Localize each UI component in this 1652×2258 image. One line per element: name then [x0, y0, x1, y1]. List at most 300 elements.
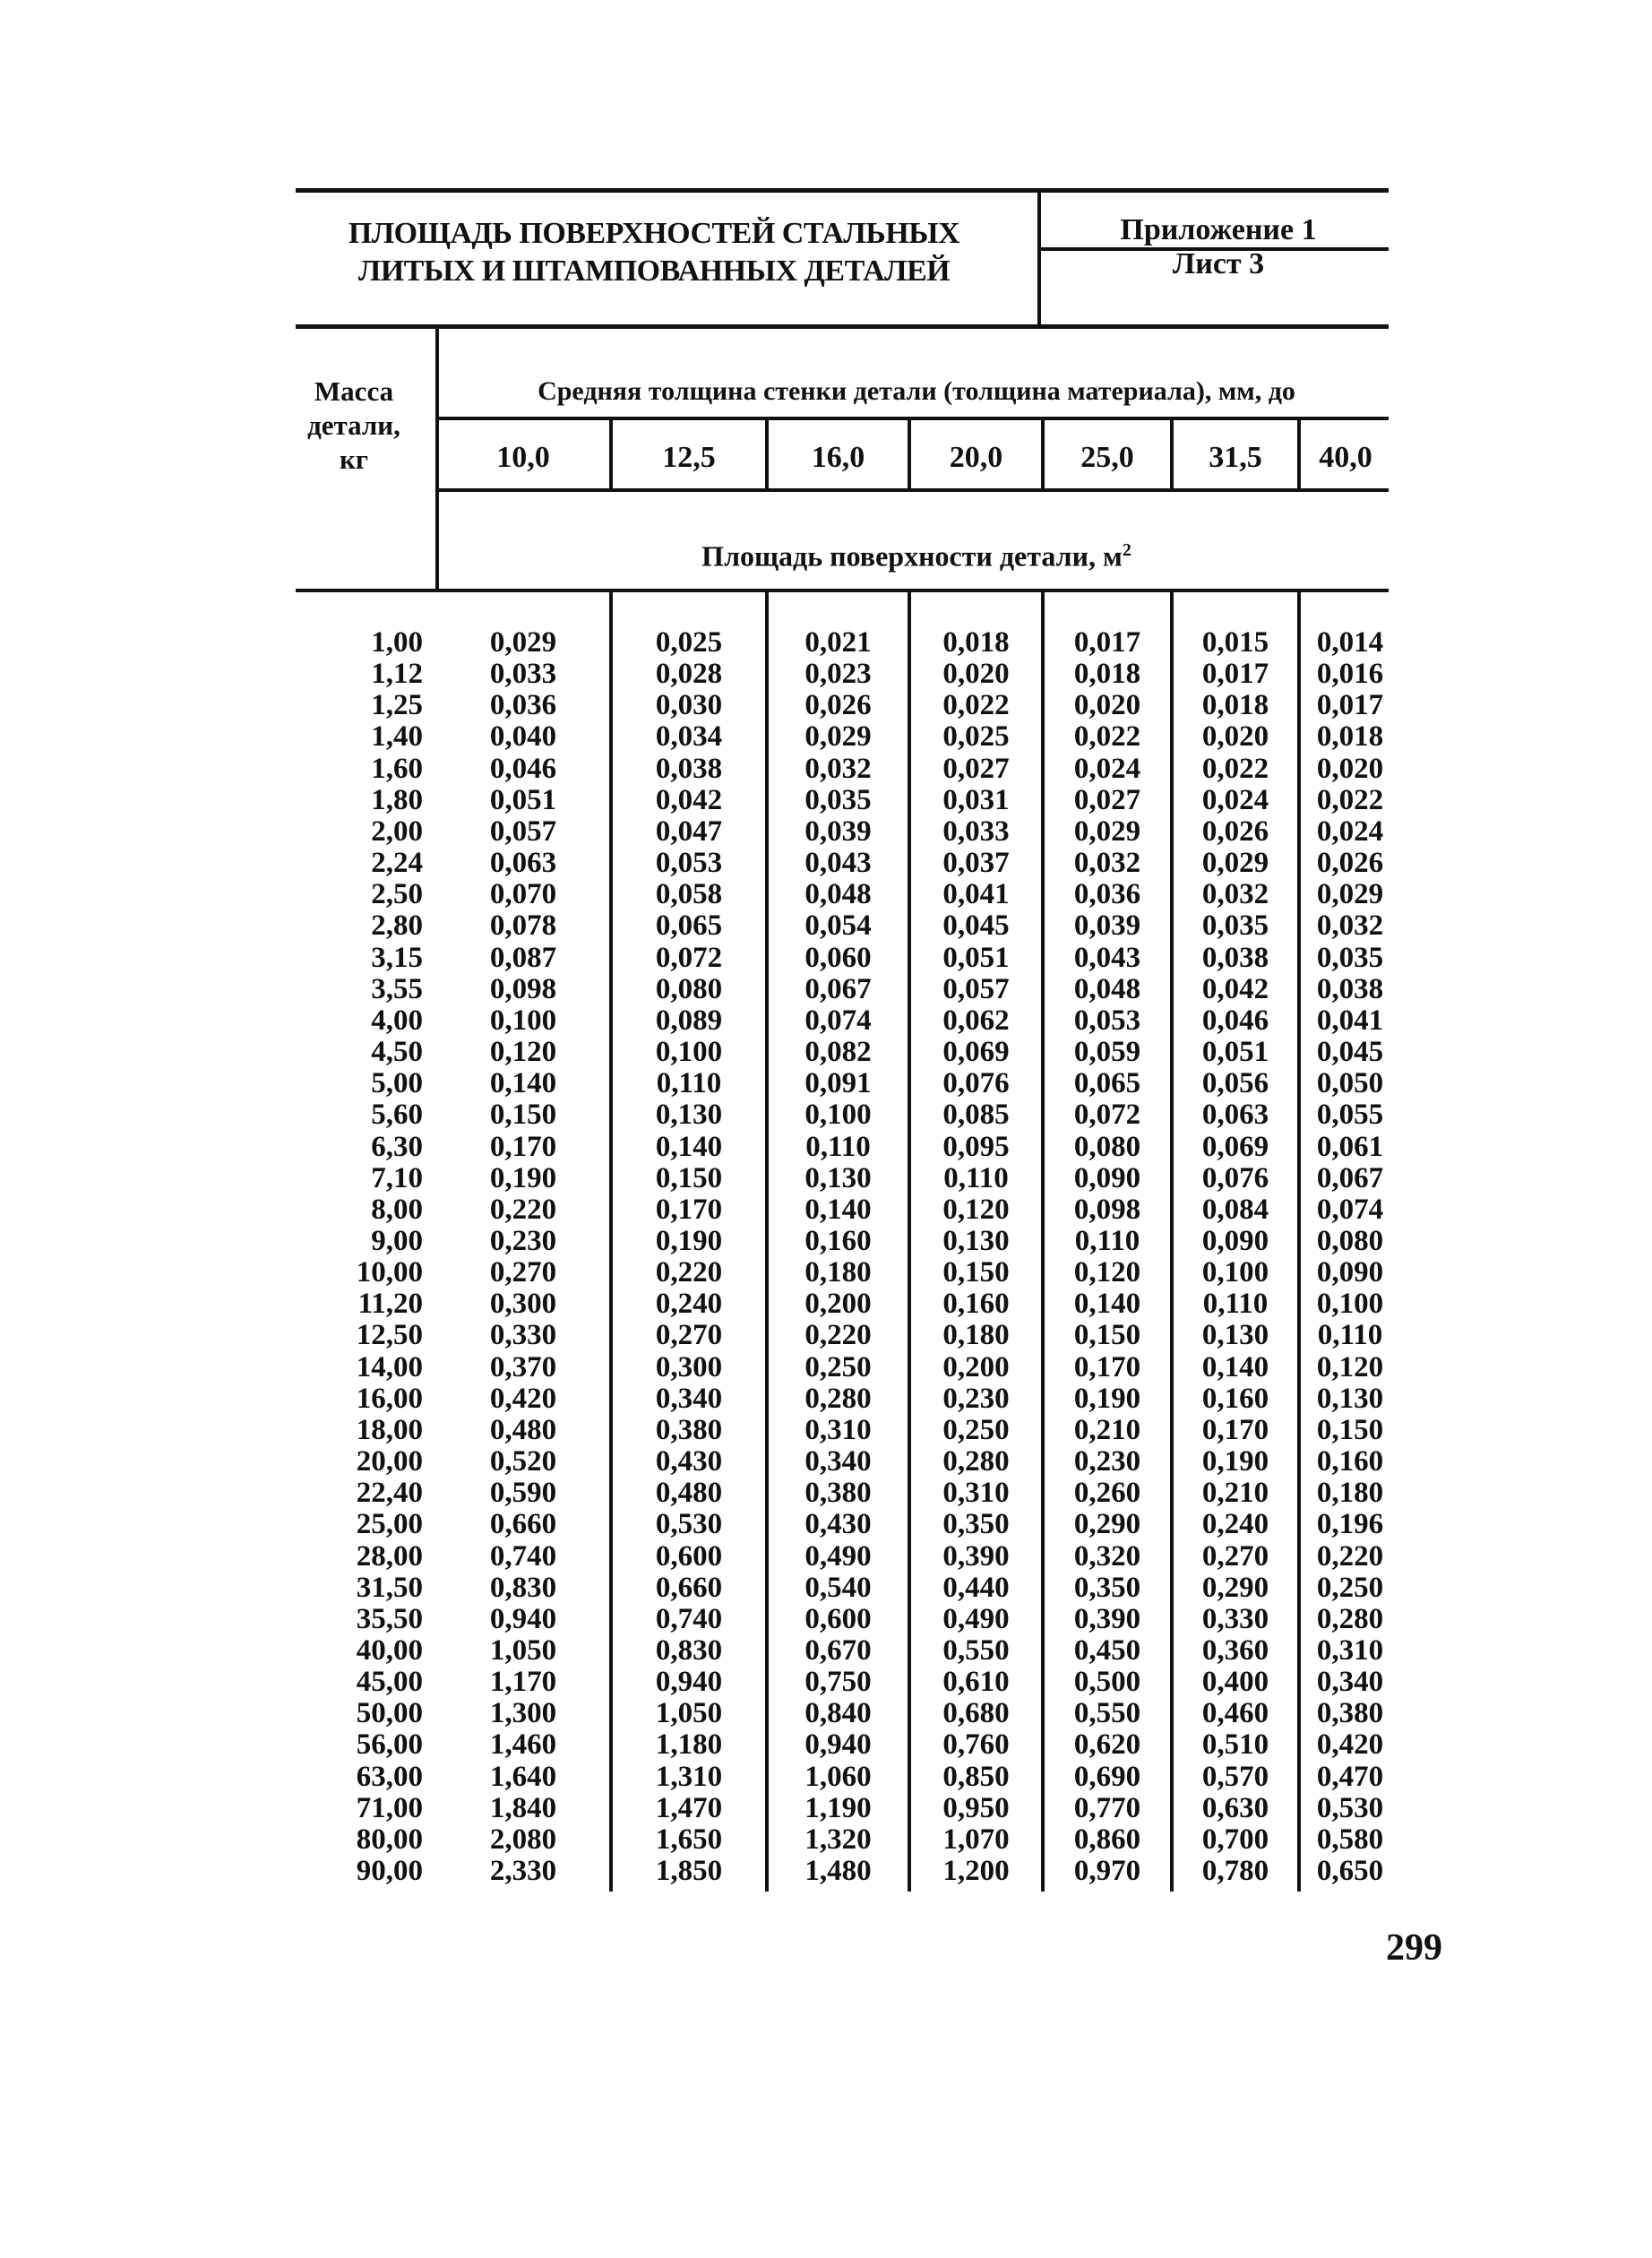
- area-cell: 0,530: [655, 1508, 723, 1541]
- area-cell: 0,170: [655, 1193, 723, 1226]
- mass-cell: 50,00: [356, 1697, 423, 1730]
- area-cell: 0,190: [1073, 1382, 1141, 1415]
- area-cell: 1,480: [804, 1855, 872, 1888]
- area-cell: 0,310: [942, 1477, 1010, 1510]
- area-cell: 0,250: [804, 1350, 872, 1383]
- mass-cell: 1,25: [371, 689, 423, 722]
- area-cell: 0,025: [655, 626, 723, 659]
- area-cell: 0,029: [1316, 878, 1384, 911]
- area-cell: 0,020: [1201, 720, 1269, 754]
- area-cell: 0,032: [1316, 909, 1384, 943]
- title-line-1: ПЛОЩАДЬ ПОВЕРХНОСТЕЙ СТАЛЬНЫХ: [348, 217, 960, 250]
- mass-header-line-2: детали,: [307, 409, 400, 441]
- mass-cell: 7,10: [371, 1161, 423, 1194]
- area-cell: 0,180: [1316, 1477, 1384, 1510]
- area-column-10: [437, 627, 609, 1887]
- mass-cell: 80,00: [356, 1823, 423, 1856]
- area-cell: 0,280: [1316, 1602, 1384, 1635]
- area-cell: 0,340: [1316, 1666, 1384, 1699]
- area-cell: 0,190: [1201, 1445, 1269, 1478]
- area-cell: 0,090: [1201, 1224, 1269, 1257]
- area-cell: 0,140: [489, 1067, 557, 1100]
- area-cell: 0,150: [942, 1256, 1010, 1289]
- area-cell: 0,032: [804, 752, 872, 785]
- area-cell: 0,480: [489, 1413, 557, 1446]
- area-cell: 0,018: [1073, 658, 1141, 691]
- mass-cell: 90,00: [356, 1855, 423, 1888]
- area-cell: 0,024: [1316, 814, 1384, 848]
- mass-cell: 1,40: [371, 720, 423, 754]
- area-cell: 0,045: [942, 909, 1010, 943]
- header-bottom-rule: [296, 324, 1389, 329]
- area-cell: 0,220: [655, 1256, 723, 1289]
- area-cell: 0,067: [1316, 1161, 1384, 1194]
- area-cell: 0,670: [804, 1634, 872, 1667]
- area-cell: 0,018: [942, 626, 1010, 659]
- area-cell: 0,400: [1201, 1666, 1269, 1699]
- area-header-text: Площадь поверхности детали, м: [701, 539, 1123, 573]
- header-divider: [1037, 192, 1041, 326]
- area-cell: 2,080: [489, 1823, 557, 1856]
- area-cell: 0,540: [804, 1571, 872, 1604]
- area-cell: 0,061: [1316, 1130, 1384, 1163]
- mass-cell: 8,00: [371, 1193, 423, 1226]
- area-cell: 0,860: [1073, 1823, 1141, 1856]
- mass-cell: 1,00: [371, 626, 423, 659]
- area-cell: 0,080: [1073, 1130, 1141, 1163]
- area-cell: 0,140: [804, 1193, 872, 1226]
- area-cell: 0,510: [1201, 1728, 1269, 1762]
- area-cell: 0,028: [655, 658, 723, 691]
- title-line-2: ЛИТЫХ И ШТАМПОВАННЫХ ДЕТАЛЕЙ: [357, 254, 951, 288]
- area-cell: 0,310: [1316, 1634, 1384, 1667]
- area-cell: 0,260: [1073, 1477, 1141, 1510]
- area-cell: 0,015: [1201, 626, 1269, 659]
- area-cell: 0,210: [1201, 1477, 1269, 1510]
- mass-cell: 63,00: [356, 1760, 423, 1793]
- area-cell: 0,029: [804, 720, 872, 754]
- area-cell: 0,440: [942, 1571, 1010, 1604]
- area-cell: 0,160: [942, 1288, 1010, 1321]
- area-cell: 0,360: [1201, 1634, 1269, 1667]
- mass-cell: 71,00: [356, 1791, 423, 1824]
- area-cell: 1,060: [804, 1760, 872, 1793]
- area-cell: 0,200: [942, 1350, 1010, 1383]
- area-cell: 0,170: [489, 1130, 557, 1163]
- area-cell: 0,020: [942, 658, 1010, 691]
- area-cell: 0,039: [804, 814, 872, 848]
- area-cell: 0,110: [656, 1067, 722, 1100]
- mass-cell: 9,00: [371, 1224, 423, 1257]
- area-cell: 0,190: [655, 1224, 723, 1257]
- area-cell: 0,130: [942, 1224, 1010, 1257]
- area-cell: 1,200: [942, 1855, 1010, 1888]
- area-cell: 0,022: [1201, 752, 1269, 785]
- mass-cell: 4,00: [371, 1004, 423, 1037]
- area-cell: 0,150: [489, 1099, 557, 1132]
- area-cell: 0,110: [943, 1161, 1009, 1194]
- area-column-25: [1045, 627, 1170, 1887]
- area-cell: 0,140: [1073, 1288, 1141, 1321]
- area-cell: 0,600: [804, 1602, 872, 1635]
- area-cell: 0,180: [942, 1319, 1010, 1352]
- area-cell: 0,048: [1073, 972, 1141, 1005]
- area-cell: 0,120: [489, 1036, 557, 1069]
- area-cell: 0,030: [655, 689, 723, 722]
- area-cell: 0,230: [489, 1224, 557, 1257]
- area-cell: 1,300: [489, 1697, 557, 1730]
- area-cell: 0,067: [804, 972, 872, 1005]
- mass-cell: 5,00: [371, 1067, 423, 1100]
- area-cell: 0,038: [1316, 972, 1384, 1005]
- area-cell: 0,091: [804, 1067, 872, 1100]
- area-cell: 0,045: [1316, 1036, 1384, 1069]
- mass-cell: 2,00: [371, 814, 423, 848]
- mass-cell: 1,60: [371, 752, 423, 785]
- area-cell: 0,530: [1316, 1791, 1384, 1824]
- area-cell: 0,470: [1316, 1760, 1384, 1793]
- area-cell: 1,310: [655, 1760, 723, 1793]
- column-divider: [609, 418, 613, 490]
- area-cell: 0,490: [804, 1539, 872, 1573]
- area-cell: 0,170: [1073, 1350, 1141, 1383]
- mass-cell: 45,00: [356, 1666, 423, 1699]
- area-cell: 0,100: [1316, 1288, 1384, 1321]
- mass-cell: 25,00: [356, 1508, 423, 1541]
- area-cell: 0,032: [1073, 847, 1141, 880]
- area-cell: 0,039: [1073, 909, 1141, 943]
- area-cell: 0,480: [655, 1477, 723, 1510]
- area-cell: 0,069: [942, 1036, 1010, 1069]
- area-cell: 0,034: [655, 720, 723, 754]
- area-cell: 0,196: [1316, 1508, 1384, 1541]
- mass-cell: 1,80: [371, 783, 423, 816]
- mass-cell: 2,50: [371, 878, 423, 911]
- area-cell: 0,085: [942, 1099, 1010, 1132]
- area-cell: 0,065: [1073, 1067, 1141, 1100]
- area-cell: 0,063: [1201, 1099, 1269, 1132]
- area-column-40: [1301, 627, 1399, 1887]
- area-cell: 0,074: [804, 1004, 872, 1037]
- area-cell: 0,550: [942, 1634, 1010, 1667]
- area-cell: 0,087: [489, 941, 557, 974]
- area-cell: 0,059: [1073, 1036, 1141, 1069]
- area-cell: 0,130: [1201, 1319, 1269, 1352]
- area-cell: 0,063: [489, 847, 557, 880]
- column-divider: [1297, 418, 1301, 490]
- document-title: [296, 215, 1012, 290]
- area-cell: 0,036: [489, 689, 557, 722]
- header-top-rule: [296, 188, 1389, 193]
- thickness-value: 20,0: [949, 441, 1003, 474]
- area-cell: 0,016: [1316, 658, 1384, 691]
- area-cell: 0,490: [942, 1602, 1010, 1635]
- area-cell: 0,072: [655, 941, 723, 974]
- area-cell: 0,018: [1201, 689, 1269, 722]
- area-cell: 0,250: [1316, 1571, 1384, 1604]
- area-cell: 0,026: [804, 689, 872, 722]
- area-cell: 0,210: [1073, 1413, 1141, 1446]
- area-cell: 0,840: [804, 1697, 872, 1730]
- area-cell: 0,170: [1201, 1413, 1269, 1446]
- area-cell: 0,076: [942, 1067, 1010, 1100]
- area-cell: 0,051: [1201, 1036, 1269, 1069]
- area-cell: 0,780: [1201, 1855, 1269, 1888]
- area-cell: 0,660: [489, 1508, 557, 1541]
- area-cell: 0,620: [1073, 1728, 1141, 1762]
- area-cell: 0,051: [489, 783, 557, 816]
- area-cell: 0,022: [942, 689, 1010, 722]
- area-cell: 0,340: [804, 1445, 872, 1478]
- area-cell: 0,190: [489, 1161, 557, 1194]
- area-cell: 0,076: [1201, 1161, 1269, 1194]
- thickness-value: 40,0: [1319, 441, 1372, 474]
- area-column-16: [769, 627, 908, 1887]
- area-cell: 0,280: [804, 1382, 872, 1415]
- area-cell: 0,053: [655, 847, 723, 880]
- area-cell: 0,024: [1201, 783, 1269, 816]
- area-cell: 0,300: [489, 1288, 557, 1321]
- area-cell: 0,610: [942, 1666, 1010, 1699]
- area-cell: 0,031: [942, 783, 1010, 816]
- area-cell: 0,600: [655, 1539, 723, 1573]
- area-cell: 1,650: [655, 1823, 723, 1856]
- area-cell: 0,330: [489, 1319, 557, 1352]
- area-cell: 0,370: [489, 1350, 557, 1383]
- area-cell: 0,550: [1073, 1697, 1141, 1730]
- area-cell: 0,069: [1201, 1130, 1269, 1163]
- thickness-value: 12,5: [662, 441, 716, 474]
- area-cell: 0,017: [1316, 689, 1384, 722]
- area-cell: 0,036: [1073, 878, 1141, 911]
- area-cell: 0,029: [489, 626, 557, 659]
- area-cell: 0,760: [942, 1728, 1010, 1762]
- area-column-12-5: [613, 627, 765, 1887]
- mass-cell: 28,00: [356, 1539, 423, 1573]
- area-cell: 0,082: [804, 1036, 872, 1069]
- area-cell: 0,060: [804, 941, 872, 974]
- area-cell: 0,020: [1073, 689, 1141, 722]
- area-cell: 0,038: [655, 752, 723, 785]
- area-cell: 0,160: [1316, 1445, 1384, 1478]
- area-cell: 0,270: [655, 1319, 723, 1352]
- area-cell: 0,098: [1073, 1193, 1141, 1226]
- area-cell: 0,041: [942, 878, 1010, 911]
- area-cell: 0,200: [804, 1288, 872, 1321]
- area-cell: 0,035: [804, 783, 872, 816]
- area-cell: 0,043: [1073, 941, 1141, 974]
- area-cell: 0,430: [655, 1445, 723, 1478]
- area-cell: 0,054: [804, 909, 872, 943]
- area-cell: 0,180: [804, 1256, 872, 1289]
- area-cell: 0,050: [1316, 1067, 1384, 1100]
- area-cell: 0,230: [1073, 1445, 1141, 1478]
- area-cell: 0,690: [1073, 1760, 1141, 1793]
- thickness-value: 25,0: [1080, 441, 1134, 474]
- area-cell: 0,450: [1073, 1634, 1141, 1667]
- area-cell: 0,150: [1316, 1413, 1384, 1446]
- area-cell: 0,970: [1073, 1855, 1141, 1888]
- area-cell: 0,220: [1316, 1539, 1384, 1573]
- area-cell: 0,100: [1201, 1256, 1269, 1289]
- area-cell: 0,110: [805, 1130, 871, 1163]
- area-cell: 0,037: [942, 847, 1010, 880]
- mass-cell: 20,00: [356, 1445, 423, 1478]
- area-cell: 0,150: [1073, 1319, 1141, 1352]
- area-cell: 0,070: [489, 878, 557, 911]
- area-cell: 0,057: [942, 972, 1010, 1005]
- area-cell: 1,640: [489, 1760, 557, 1793]
- area-cell: 0,026: [1316, 847, 1384, 880]
- area-cell: 0,340: [655, 1382, 723, 1415]
- area-cell: 0,570: [1201, 1760, 1269, 1793]
- area-cell: 0,098: [489, 972, 557, 1005]
- area-cell: 0,080: [1316, 1224, 1384, 1257]
- area-cell: 0,024: [1073, 752, 1141, 785]
- area-cell: 0,390: [942, 1539, 1010, 1573]
- mass-cell: 1,12: [371, 658, 423, 691]
- area-cell: 0,014: [1316, 626, 1384, 659]
- area-cell: 0,055: [1316, 1099, 1384, 1132]
- area-cell: 0,017: [1201, 658, 1269, 691]
- area-cell: 0,520: [489, 1445, 557, 1478]
- area-cell: 0,062: [942, 1004, 1010, 1037]
- mass-cell: 40,00: [356, 1634, 423, 1667]
- column-divider: [908, 418, 911, 490]
- area-cell: 0,250: [942, 1413, 1010, 1446]
- area-cell: 0,065: [655, 909, 723, 943]
- area-cell: 0,027: [1073, 783, 1141, 816]
- area-cell: 1,840: [489, 1791, 557, 1824]
- page-number: 299: [1386, 1927, 1442, 1969]
- area-cell: 1,850: [655, 1855, 723, 1888]
- mass-column-header: [287, 375, 421, 477]
- thickness-value: 16,0: [811, 441, 865, 474]
- area-cell: 0,280: [942, 1445, 1010, 1478]
- area-cell: 0,042: [655, 783, 723, 816]
- mass-cell: 31,50: [356, 1571, 423, 1604]
- thickness-value: 31,5: [1209, 441, 1262, 474]
- area-cell: 0,029: [1201, 847, 1269, 880]
- area-cell: 0,740: [655, 1602, 723, 1635]
- area-cell: 0,078: [489, 909, 557, 943]
- area-cell: 0,074: [1316, 1193, 1384, 1226]
- area-cell: 0,110: [1074, 1224, 1140, 1257]
- area-cell: 0,026: [1201, 814, 1269, 848]
- mass-cell: 18,00: [356, 1413, 423, 1446]
- area-cell: 0,140: [655, 1130, 723, 1163]
- thickness-values-rule: [437, 488, 1389, 492]
- area-cell: 0,380: [804, 1477, 872, 1510]
- area-cell: 0,830: [655, 1634, 723, 1667]
- area-cell: 1,460: [489, 1728, 557, 1762]
- area-cell: 0,100: [804, 1099, 872, 1132]
- column-divider: [1170, 418, 1174, 490]
- area-cell: 0,290: [1201, 1571, 1269, 1604]
- area-cell: 0,033: [489, 658, 557, 691]
- area-cell: 0,220: [804, 1319, 872, 1352]
- area-cell: 0,850: [942, 1760, 1010, 1793]
- area-cell: 0,940: [804, 1728, 872, 1762]
- sheet-label: Лист 3: [1172, 247, 1265, 280]
- area-cell: 0,590: [489, 1477, 557, 1510]
- area-cell: 0,830: [489, 1571, 557, 1604]
- area-cell: 0,680: [942, 1697, 1010, 1730]
- area-cell: 0,043: [804, 847, 872, 880]
- area-cell: 0,017: [1073, 626, 1141, 659]
- area-cell: 0,320: [1073, 1539, 1141, 1573]
- area-cell: 0,120: [1073, 1256, 1141, 1289]
- area-cell: 0,160: [1201, 1382, 1269, 1415]
- area-cell: 0,230: [942, 1382, 1010, 1415]
- area-cell: 0,120: [942, 1193, 1010, 1226]
- mass-header-line-1: Масса: [314, 375, 394, 407]
- area-cell: 0,035: [1201, 909, 1269, 943]
- mass-cell: 3,55: [371, 972, 423, 1005]
- area-cell: 1,050: [655, 1697, 723, 1730]
- area-cell: 0,018: [1316, 720, 1384, 754]
- area-cell: 0,027: [942, 752, 1010, 785]
- area-cell: 0,035: [1316, 941, 1384, 974]
- column-divider: [1041, 418, 1045, 490]
- area-header: [442, 530, 1391, 576]
- mass-cell: 10,00: [356, 1256, 423, 1289]
- mass-cell: 4,50: [371, 1036, 423, 1069]
- area-cell: 0,041: [1316, 1004, 1384, 1037]
- mass-cell: 56,00: [356, 1728, 423, 1762]
- area-cell: 0,048: [804, 878, 872, 911]
- column-divider: [765, 418, 769, 490]
- area-cell: 0,240: [1201, 1508, 1269, 1541]
- area-cell: 0,350: [1073, 1571, 1141, 1604]
- area-cell: 0,033: [942, 814, 1010, 848]
- thickness-value: 10,0: [496, 441, 550, 474]
- area-cell: 1,190: [804, 1791, 872, 1824]
- mass-cell: 35,50: [356, 1602, 423, 1635]
- thickness-header: Средняя толщина стенки детали (толщина материала), мм, до: [538, 376, 1295, 406]
- thickness-header-rule: [437, 417, 1389, 420]
- area-cell: 0,160: [804, 1224, 872, 1257]
- area-cell: 0,023: [804, 658, 872, 691]
- area-cell: 0,750: [804, 1666, 872, 1699]
- area-cell: 0,056: [1201, 1067, 1269, 1100]
- area-cell: 0,021: [804, 626, 872, 659]
- area-cell: 0,380: [655, 1413, 723, 1446]
- mass-cell: 6,30: [371, 1130, 423, 1163]
- mass-cell: 11,20: [357, 1288, 423, 1321]
- area-cell: 0,270: [1201, 1539, 1269, 1573]
- area-cell: 0,950: [942, 1791, 1010, 1824]
- mass-cell: 3,15: [371, 941, 423, 974]
- mass-column: [296, 627, 423, 1887]
- area-column-31-5: [1174, 627, 1297, 1887]
- mass-cell: 16,00: [356, 1382, 423, 1415]
- area-cell: 0,300: [655, 1350, 723, 1383]
- area-column-20: [911, 627, 1041, 1887]
- area-cell: 0,029: [1073, 814, 1141, 848]
- area-cell: 0,310: [804, 1413, 872, 1446]
- area-cell: 0,110: [1202, 1288, 1269, 1321]
- area-cell: 0,110: [1317, 1319, 1383, 1352]
- area-cell: 0,020: [1316, 752, 1384, 785]
- area-cell: 0,140: [1201, 1350, 1269, 1383]
- area-cell: 0,940: [655, 1666, 723, 1699]
- area-cell: 0,350: [942, 1508, 1010, 1541]
- area-cell: 0,089: [655, 1004, 723, 1037]
- area-cell: 0,072: [1073, 1099, 1141, 1132]
- area-cell: 0,100: [489, 1004, 557, 1037]
- area-cell: 0,430: [804, 1508, 872, 1541]
